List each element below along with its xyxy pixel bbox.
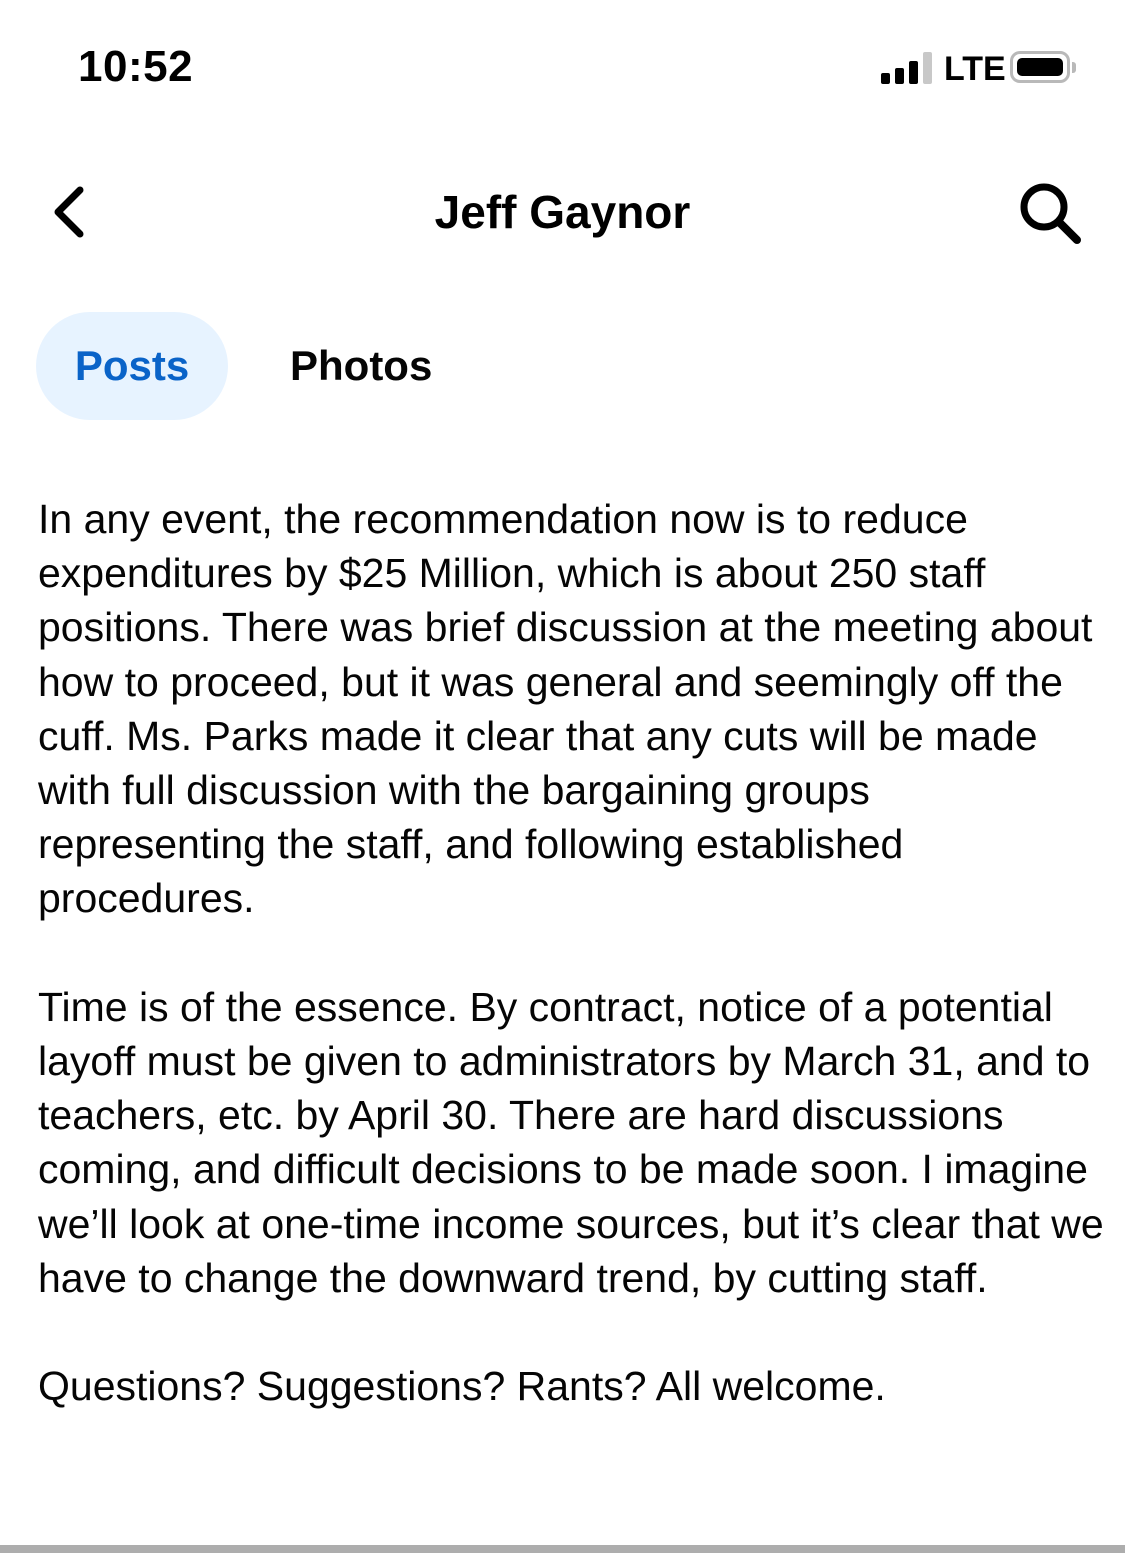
signal-icon <box>881 52 935 84</box>
battery-icon <box>1010 51 1070 83</box>
post-paragraph: Time is of the essence. By contract, notice of a potential layoff must be given to administrators by March 31, and to teachers, etc. by April 30. There are hard discussions coming, and difficult decisions to be made soon. I imagine we’ll look at one-time income sources, but it’s clear that we have to change the downward trend, by cutting staff. <box>38 983 1104 1301</box>
tab-posts[interactable]: Posts <box>36 312 228 420</box>
post-paragraph: In any event, the recommendation now is to reduce expenditures by $25 Million, which is about 250 staff positions. There was brief discussion at the meeting about how to proceed, but it was general and seemingly off the cuff. Ms. Parks made it clear that any cuts will be made with full discussion with the bargaining groups representing the staff, and following established procedures. <box>38 496 1093 922</box>
bottom-divider <box>0 1545 1125 1553</box>
tab-photos[interactable]: Photos <box>290 342 433 389</box>
search-icon <box>1015 180 1087 246</box>
page-title: Jeff Gaynor <box>434 186 691 238</box>
nav-bar <box>0 150 1125 270</box>
post-paragraph: Questions? Suggestions? Rants? All welcome. <box>38 1363 886 1410</box>
post-body <box>38 492 1108 1468</box>
search-button[interactable] <box>1015 180 1087 246</box>
status-bar <box>0 0 1125 140</box>
network-label: LTE <box>944 50 1006 88</box>
battery-cap <box>1072 62 1076 73</box>
status-time: 10:52 <box>78 42 194 91</box>
